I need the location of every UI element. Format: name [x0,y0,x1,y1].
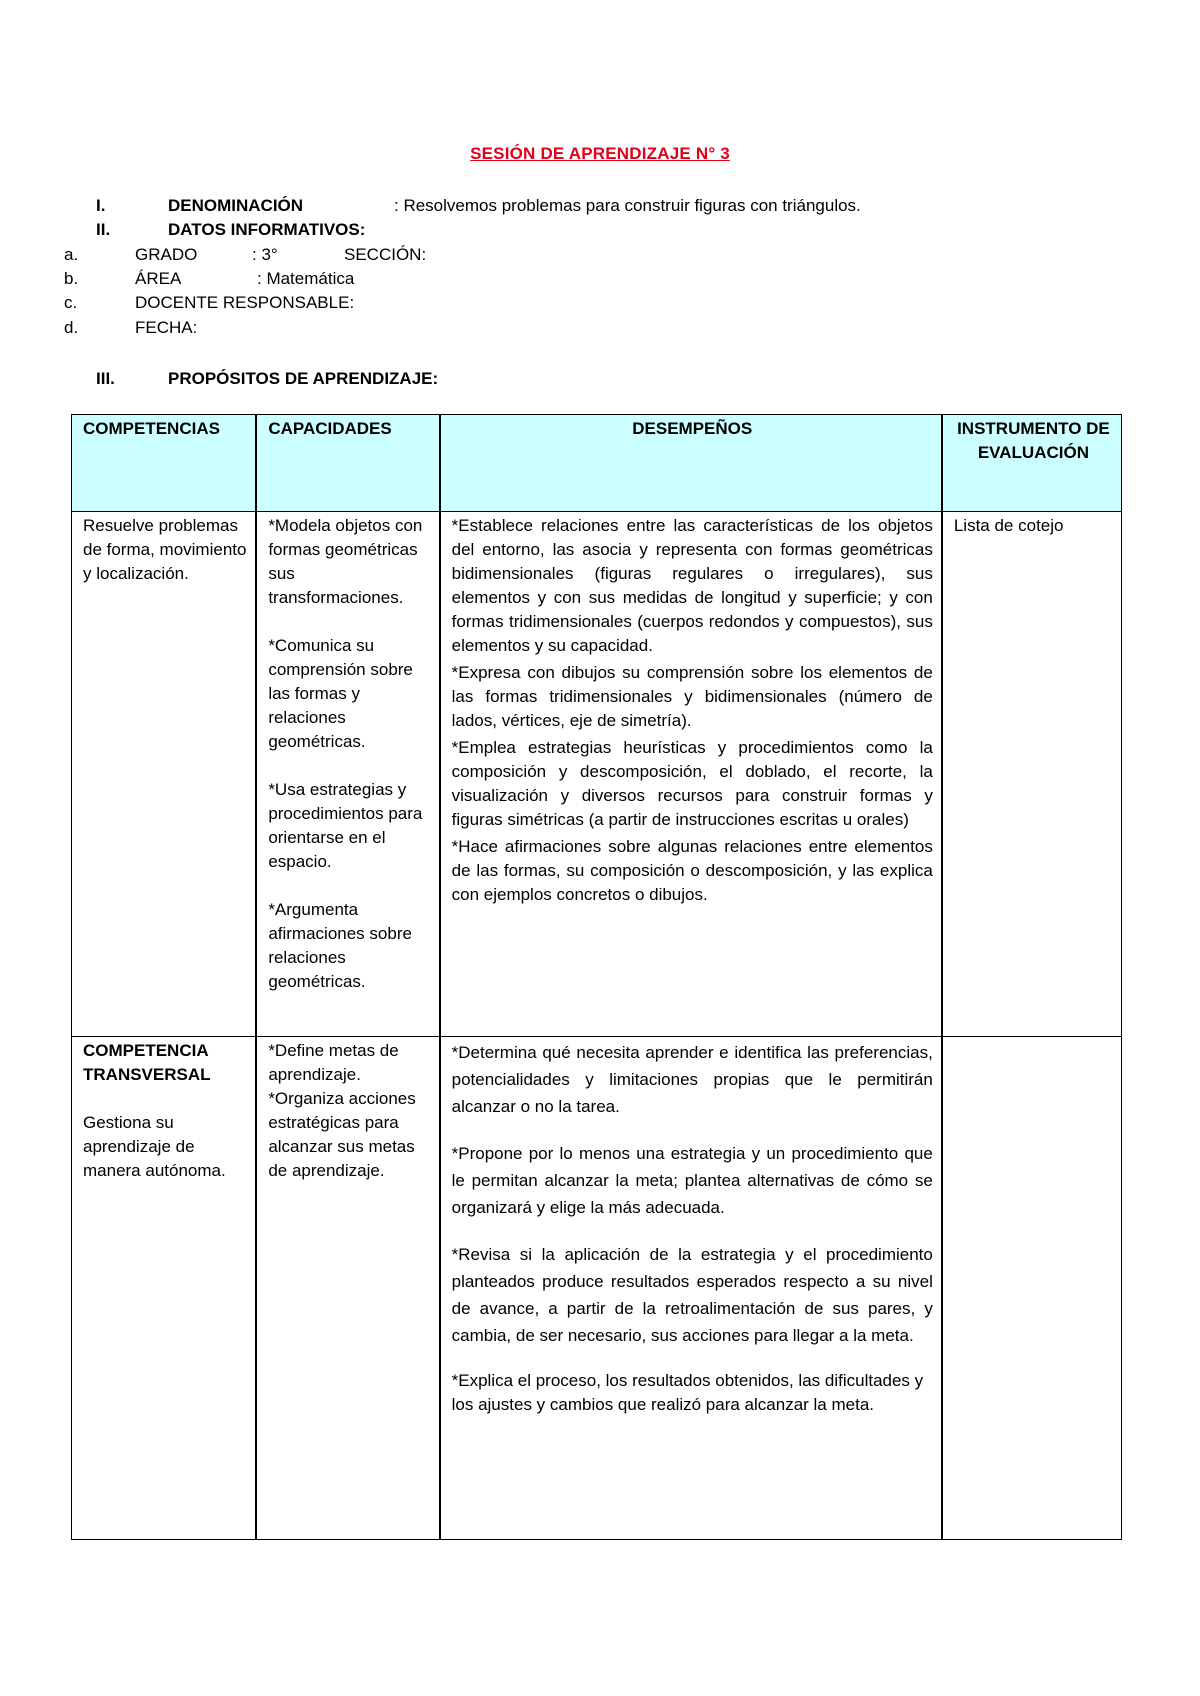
instrumento-cell [942,512,1122,1037]
page-title: SESIÓN DE APRENDIZAJE N° 3 [470,144,730,163]
header-instrumento: INSTRUMENTO DE EVALUACIÓN [942,415,1122,512]
item-a-letter: a. [64,245,79,264]
seccion-label: SECCIÓN: [344,245,427,264]
competencia-transversal-title: COMPETENCIA TRANSVERSAL [83,1041,211,1084]
competencia-text: Resuelve problemas de forma, movimiento y localización. [83,516,247,583]
desempeno-item: *Determina qué necesita aprender e identifica las preferencias, potencialidades y limitaciones propias que le permitirán alcanzar o no la tarea. [451,1043,933,1116]
grado-value: : 3° [252,245,278,264]
capacidades-cell [256,512,439,1037]
grado-label: GRADO [135,245,198,264]
capacidad-item: *Usa estrategias y procedimientos para orientarse en el espacio. [268,780,423,871]
competencia-transversal-text: Gestiona su aprendizaje de manera autónoma. [83,1113,226,1180]
datos-label: DATOS INFORMATIVOS: [168,220,366,239]
capacidad-item: *Modela objetos con formas geométricas sus transformaciones. [268,516,423,607]
table-row [72,512,1122,1037]
table-header-row [72,415,1122,512]
desempeno-item: *Establece relaciones entre las características de los objetos del entorno, las asocia y representa con formas geométricas bidimensionales (figuras regulares o irregulares), sus elementos y con sus medidas de longitud y superficie; y con formas tridimensionales (cuerpos redondos y compuestos), sus elementos y su capacidad. [451,516,933,655]
capacidad-item: *Organiza acciones estratégicas para alcanzar sus metas de aprendizaje. [268,1089,416,1180]
item-c-letter: c. [64,293,78,312]
section-number-ii: II. [96,220,111,239]
table-row [72,1037,1122,1540]
capacidades-cell [256,1037,439,1540]
section-number-i: I. [96,196,106,215]
capacidad-item: *Argumenta afirmaciones sobre relaciones geométricas. [268,900,412,991]
header-capacidades: CAPACIDADES [256,415,439,512]
capacidad-item: *Comunica su comprensión sobre las formas y relaciones geométricas. [268,636,413,751]
item-d-letter: d. [64,318,79,337]
denominacion-label: DENOMINACIÓN [168,196,304,215]
docente-label: DOCENTE RESPONSABLE: [135,293,355,312]
header-desempenos: DESEMPEÑOS [440,415,942,512]
desempeno-item: *Emplea estrategias heurísticas y procedimientos como la composición y descomposición, el doblado, el recorte, la visualización y diversos recursos para construir formas y figuras simétricas (a partir de instrucciones escritas u orales) [451,738,933,829]
area-label: ÁREA [135,269,182,288]
header-competencias: COMPETENCIAS [72,415,257,512]
desempeno-item: *Propone por lo menos una estrategia y un procedimiento que le permitan alcanzar la meta; plantea alternativas de cómo se organizará y elige la más adecuada. [451,1144,933,1217]
capacidad-item: *Define metas de aprendizaje. [268,1041,399,1084]
desempeno-item: *Expresa con dibujos su comprensión sobre los elementos de las formas tridimensionales y bidimensionales (número de lados, vértices, eje de simetría). [451,663,933,730]
instrumento-cell [942,1037,1122,1540]
instrumento-text: Lista de cotejo [953,516,1064,535]
propositos-table [71,414,1122,1540]
item-b-letter: b. [64,269,79,288]
desempeno-item: *Revisa si la aplicación de la estrategia y el procedimiento planteados produce resultados esperados respecto a su nivel de avance, a partir de la retroalimentación de sus pares, y cambia, de ser necesario, sus acciones para llegar a la meta. [451,1245,933,1345]
desempeno-item: *Hace afirmaciones sobre algunas relaciones entre elementos de las formas, su composición o descomposición, y las explica con ejemplos concretos o dibujos. [451,837,933,904]
propositos-label: PROPÓSITOS DE APRENDIZAJE: [168,369,439,388]
fecha-label: FECHA: [135,318,198,337]
section-number-iii: III. [96,369,115,388]
desempeno-item: *Explica el proceso, los resultados obtenidos, las dificultades y los ajustes y cambios que realizó para alcanzar la meta. [451,1371,924,1414]
desempenos-cell [440,512,942,1037]
desempenos-cell [440,1037,942,1540]
competencia-transversal-cell [72,1037,257,1540]
competencia-cell [72,512,257,1037]
denominacion-value: : Resolvemos problemas para construir figuras con triángulos. [394,196,861,215]
area-value: : Matemática [257,269,355,288]
